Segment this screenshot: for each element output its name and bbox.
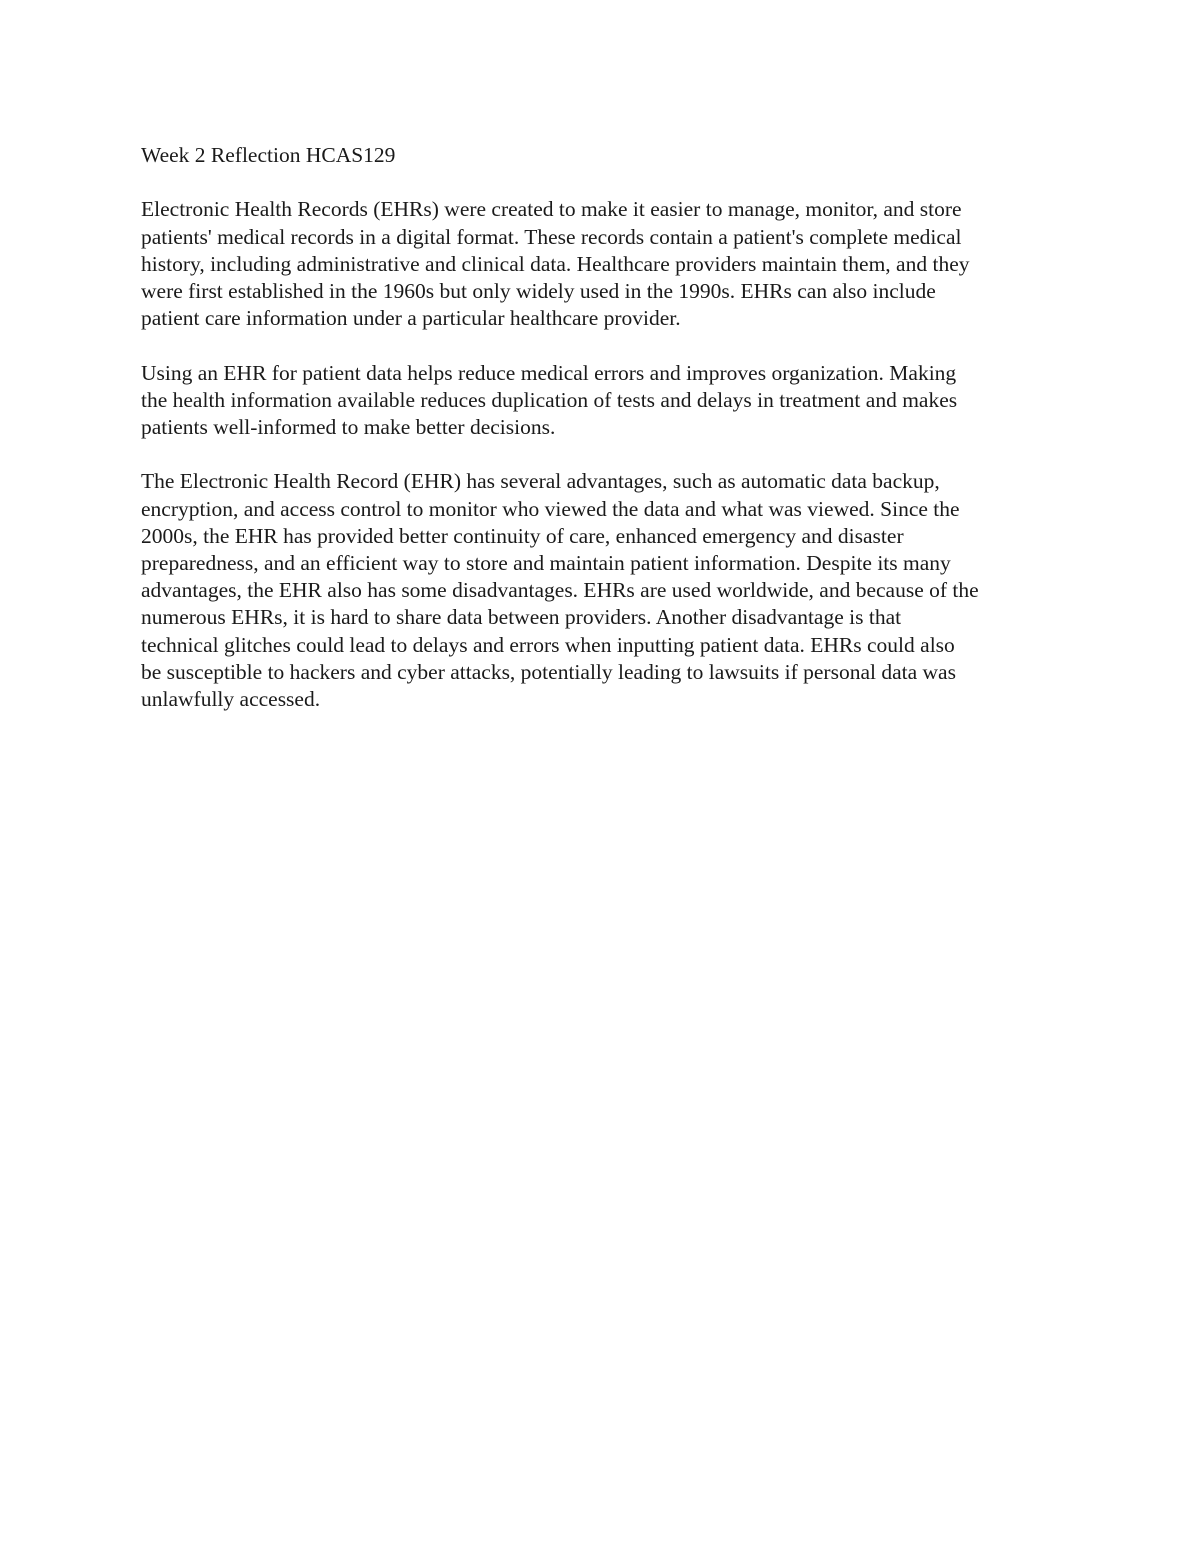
paragraph-line: Electronic Health Records (EHRs) were created to make it easier to manage, monitor, and store — [141, 197, 962, 222]
paragraph-line: The Electronic Health Record (EHR) has several advantages, such as automatic data backup, — [141, 469, 940, 494]
paragraph-line: Using an EHR for patient data helps reduce medical errors and improves organization. Making — [141, 360, 957, 385]
paragraph-3 — [141, 468, 1071, 713]
paragraph-1 — [141, 196, 1071, 332]
paragraph-2 — [141, 360, 1071, 442]
paragraph-line: patients' medical records in a digital format. These records contain a patient's complete medical — [141, 224, 962, 249]
paragraph-line: advantages, the EHR also has some disadvantages. EHRs are used worldwide, and because of the — [141, 578, 979, 603]
paragraph-line: the health information available reduces duplication of tests and delays in treatment and makes — [141, 387, 958, 412]
paragraph-line: history, including administrative and clinical data. Healthcare providers maintain them, and they — [141, 251, 970, 276]
paragraph-line: encryption, and access control to monitor who viewed the data and what was viewed. Since the — [141, 496, 960, 521]
paragraph-line: patient care information under a particular healthcare provider. — [141, 306, 681, 331]
paragraph-line: numerous EHRs, it is hard to share data between providers. Another disadvantage is that — [141, 605, 902, 630]
document-title: Week 2 Reflection HCAS129 — [141, 143, 396, 167]
paragraph-line: patients well-informed to make better decisions. — [141, 415, 556, 439]
paragraph-line: technical glitches could lead to delays and errors when inputting patient data. EHRs could also — [141, 632, 955, 657]
document-body — [141, 142, 1071, 740]
paragraph-line: preparedness, and an efficient way to store and maintain patient information. Despite its many — [141, 551, 951, 575]
paragraph-line: 2000s, the EHR has provided better continuity of care, enhanced emergency and disaster — [141, 523, 904, 548]
paragraph-line: be susceptible to hackers and cyber attacks, potentially leading to lawsuits if personal data was — [141, 659, 956, 684]
paragraph-line: unlawfully accessed. — [141, 687, 321, 712]
paragraph-line: were first established in the 1960s but only widely used in the 1990s. EHRs can also include — [141, 279, 936, 303]
